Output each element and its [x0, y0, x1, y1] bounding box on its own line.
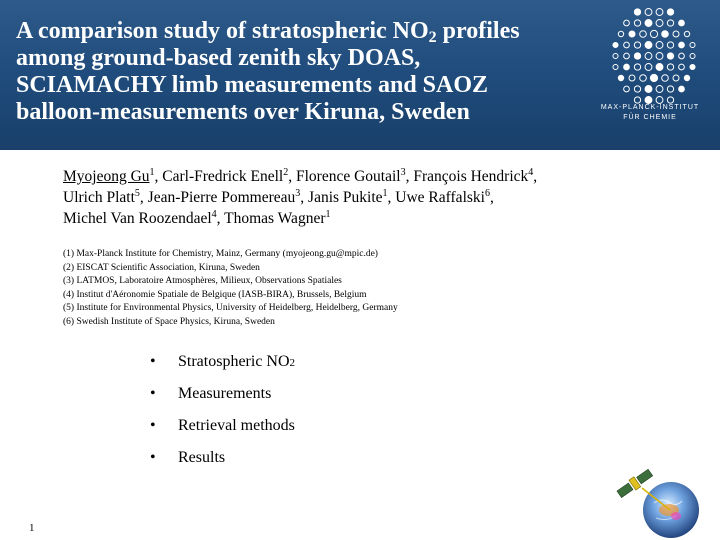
author-separator: , — [288, 168, 296, 185]
author — [148, 189, 308, 206]
logo-dot — [634, 20, 640, 26]
logo-dot — [640, 31, 647, 38]
logo-dot — [624, 42, 630, 48]
author-name: Michel Van Roozendael — [63, 210, 212, 227]
bullet-icon: • — [150, 353, 156, 370]
outline-item-label: Results — [178, 449, 226, 466]
author-name: François Hendrick — [413, 168, 529, 185]
logo-dot — [624, 86, 630, 92]
logo-dot — [645, 53, 652, 60]
logo-dot — [613, 42, 618, 47]
title-line-2: among ground-based zenith sky DOAS, — [16, 45, 421, 71]
max-planck-logo-icon — [598, 6, 710, 106]
author — [413, 168, 537, 185]
author-separator: , — [139, 189, 148, 206]
page-number: 1 — [29, 522, 35, 534]
logo-dot — [656, 64, 663, 71]
slide-title — [16, 18, 596, 126]
outline-item-label: Measurements — [178, 385, 272, 402]
author-affil-ref: 3 — [400, 166, 406, 178]
author-name: Florence Goutail — [296, 168, 401, 185]
author-affil-ref: 2 — [283, 166, 289, 178]
author — [395, 189, 494, 206]
title-line-1: A comparison study of stratospheric NO — [16, 18, 429, 44]
outline-item-label: Stratospheric NO — [178, 353, 290, 370]
outline-item — [150, 449, 295, 481]
title-line-4: balloon-measurements over Kiruna, Sweden — [16, 99, 470, 125]
author-name: Myojeong Gu — [63, 168, 150, 185]
author — [162, 168, 296, 185]
author-separator: , — [405, 168, 414, 185]
outline-list — [150, 353, 295, 481]
affiliation: (2) EISCAT Scientific Association, Kiruna, Sweden — [63, 262, 260, 273]
author-separator: , — [300, 189, 309, 206]
bullet-icon: • — [150, 417, 156, 434]
logo-dot — [618, 31, 623, 36]
author-affil-ref: 3 — [295, 187, 301, 199]
logo-dot — [645, 64, 652, 71]
logo-dot — [656, 20, 663, 27]
logo-dot — [634, 64, 640, 70]
author-name: Carl-Fredrick Enell — [162, 168, 284, 185]
author-affil-ref: 6 — [484, 187, 490, 199]
author — [63, 189, 148, 206]
logo-dot — [679, 86, 685, 92]
logo-dot — [656, 53, 663, 60]
logo-dot — [613, 64, 618, 69]
logo-dot — [634, 42, 640, 48]
logo-dot — [690, 42, 695, 47]
institute-logo-text — [580, 103, 720, 123]
title-line-1-suffix: profiles — [436, 18, 520, 44]
author — [63, 168, 162, 185]
logo-dot — [629, 31, 635, 37]
affiliation-list — [63, 248, 663, 329]
outline-item — [150, 417, 295, 449]
author-affil-ref: 4 — [528, 166, 534, 178]
logo-dot — [690, 53, 695, 58]
title-banner — [0, 0, 720, 150]
logo-dot — [645, 42, 652, 49]
logo-dot — [656, 86, 663, 93]
author-separator: , — [216, 210, 225, 227]
author-separator: , — [489, 189, 494, 206]
author-affil-ref: 4 — [211, 208, 217, 220]
logo-dot — [667, 9, 673, 15]
author-name: Thomas Wagner — [224, 210, 326, 227]
logo-dot — [679, 20, 685, 26]
logo-dot — [613, 53, 618, 58]
logo-dot — [650, 30, 657, 37]
affiliation: (3) LATMOS, Laboratoire Atmosphères, Milieux, Observations Spatiales — [63, 276, 342, 286]
logo-dot — [640, 75, 647, 82]
logo-line-2: FÜR CHEMIE — [623, 114, 677, 121]
logo-dot — [656, 9, 663, 16]
logo-dot — [673, 75, 679, 81]
logo-dot — [645, 20, 652, 27]
author-affil-ref: 1 — [382, 187, 388, 199]
logo-dot — [690, 64, 695, 69]
author — [296, 168, 413, 185]
logo-dot — [667, 20, 673, 26]
logo-dot — [634, 9, 640, 15]
author — [308, 189, 395, 206]
logo-dot — [618, 75, 623, 80]
logo-dot — [629, 75, 635, 81]
logo-dot — [645, 86, 652, 93]
logo-dot — [645, 9, 652, 16]
logo-dot — [684, 31, 689, 36]
author-name: Ulrich Platt — [63, 189, 135, 206]
author — [63, 210, 224, 227]
logo-dot — [624, 20, 630, 26]
author-separator: , — [387, 189, 396, 206]
logo-dot — [667, 53, 673, 59]
author-name: Janis Pukite — [308, 189, 383, 206]
logo-dot — [684, 75, 689, 80]
logo-dot — [679, 42, 685, 48]
author-name: Uwe Raffalski — [395, 189, 485, 206]
author-affil-ref: 5 — [134, 187, 140, 199]
logo-dot — [656, 42, 663, 49]
title-line-3: SCIAMACHY limb measurements and SAOZ — [16, 72, 489, 98]
logo-dot — [673, 31, 679, 37]
logo-dot — [650, 74, 657, 81]
author — [224, 210, 330, 227]
logo-dot — [679, 53, 685, 59]
logo-line-1: MAX-PLANCK-INSTITUT — [600, 104, 700, 111]
logo-dot — [634, 53, 640, 59]
author-separator: , — [154, 168, 163, 185]
author-affil-ref: 1 — [149, 166, 155, 178]
outline-item — [150, 385, 295, 417]
title-subscript: 2 — [428, 29, 437, 46]
author-name: Jean-Pierre Pommereau — [147, 189, 296, 206]
logo-dot — [662, 31, 669, 38]
bullet-icon: • — [150, 385, 156, 402]
author-list — [63, 166, 703, 229]
outline-item: • Stratospheric NO 2 — [150, 353, 296, 370]
logo-dot — [667, 86, 673, 92]
affiliation: (4) Institut d'Aéronomie Spatiale de Belgique (IASB-BIRA), Brussels, Belgium — [63, 289, 367, 300]
bullet-icon: • — [150, 449, 156, 466]
logo-dot — [624, 64, 630, 70]
logo-dot — [662, 75, 669, 82]
outline-item-label: Retrieval methods — [178, 417, 295, 434]
logo-dot — [679, 64, 685, 70]
logo-dot — [667, 42, 673, 48]
author-separator: , — [533, 168, 538, 185]
author-affil-ref: 1 — [325, 208, 331, 220]
logo-dot — [667, 64, 673, 70]
satellite-earth-icon — [614, 458, 714, 538]
affiliation: (6) Swedish Institute of Space Physics, Kiruna, Sweden — [63, 316, 275, 327]
logo-dot — [634, 86, 640, 92]
affiliation: (1) Max-Planck Institute for Chemistry, Mainz, Germany (myojeong.gu@mpic.de) — [63, 249, 378, 259]
affiliation: (5) Institute for Environmental Physics, University of Heidelberg, Heidelberg, Germany — [63, 303, 398, 313]
logo-dot — [624, 53, 630, 59]
